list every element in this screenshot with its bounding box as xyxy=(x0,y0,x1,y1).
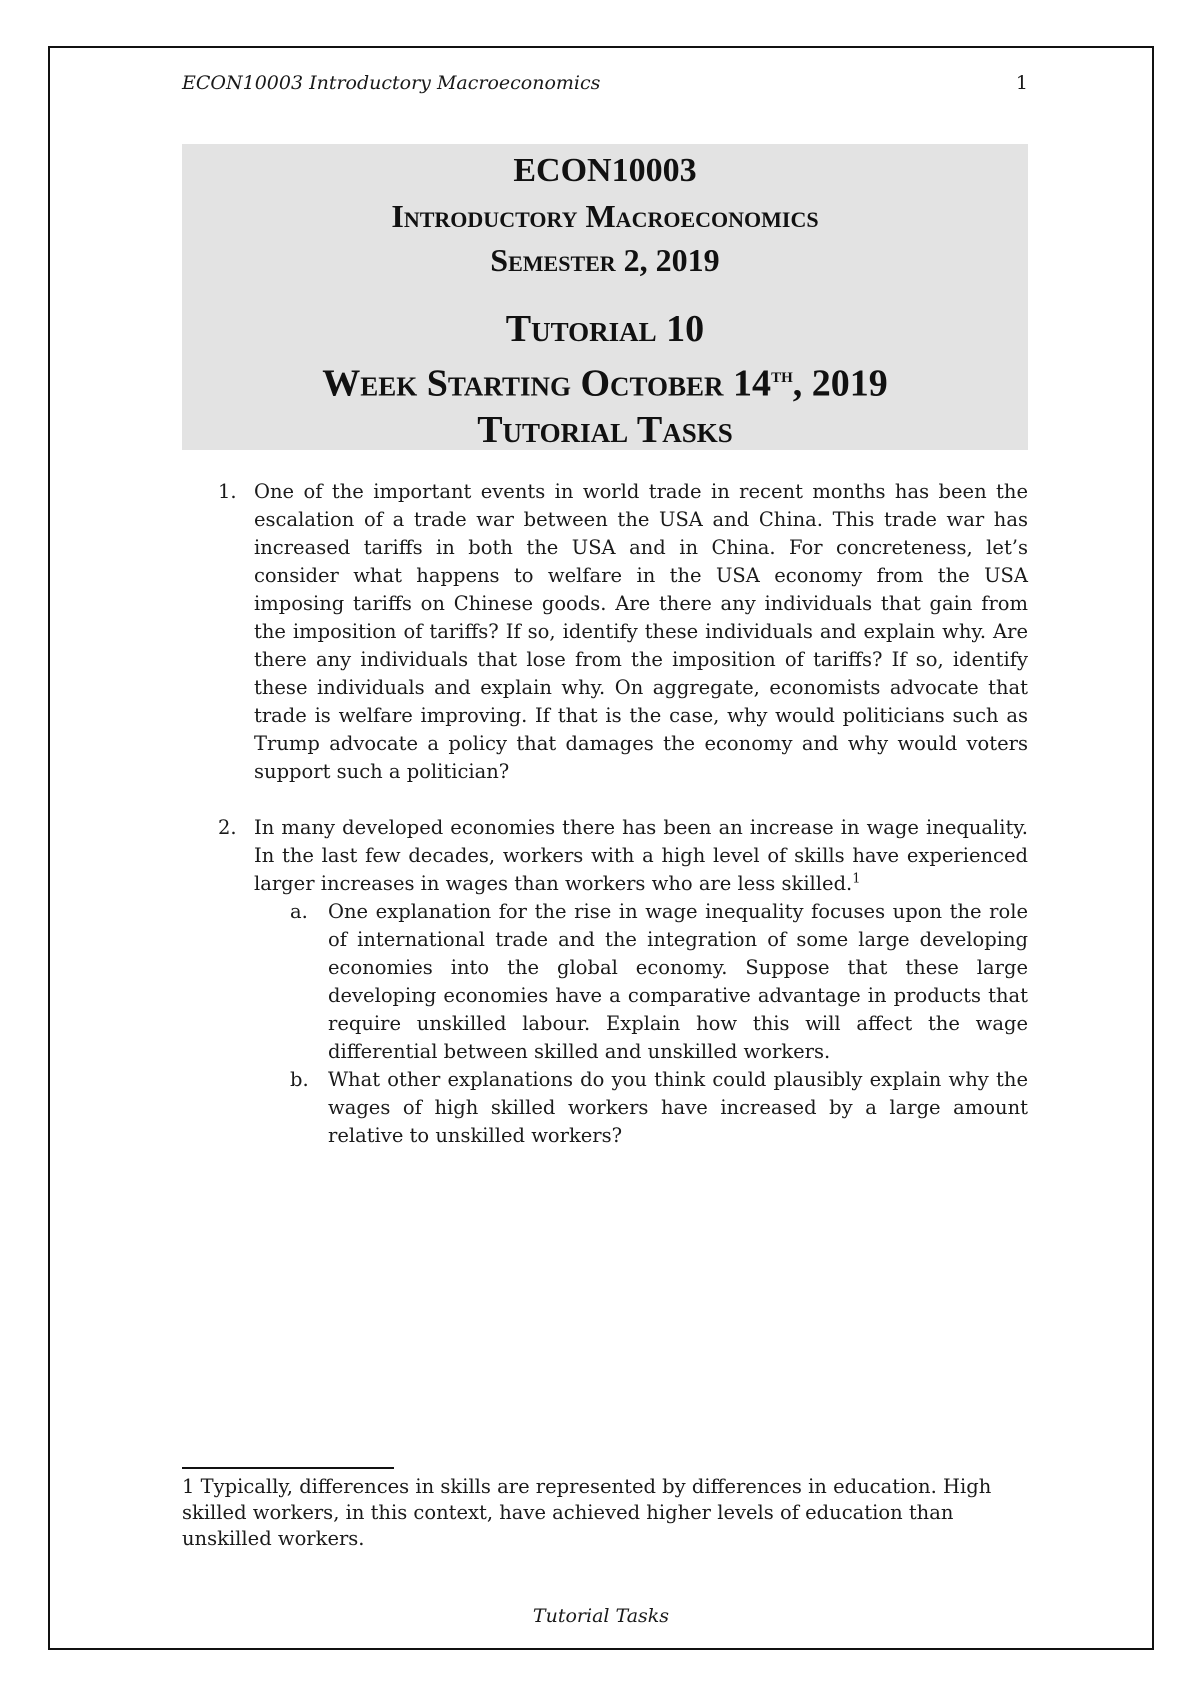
header-page-number: 1 xyxy=(1015,72,1028,94)
sub-question-a xyxy=(290,898,1028,1066)
sub-question-letter: a. xyxy=(290,900,308,923)
question-list xyxy=(182,478,1028,1150)
header-course-title: ECON10003 Introductory Macroeconomics xyxy=(182,72,601,94)
title-tutorial-number: Tutorial 10 xyxy=(505,308,705,350)
question-text: In many developed economies there has been an increase in wage inequality. In the last few decades, workers with a high level of skills have experienced larger increases in wages than workers who are less skilled. xyxy=(254,816,1028,895)
title-week-suffix: , 2019 xyxy=(792,362,888,405)
sub-question-letter: b. xyxy=(290,1068,309,1091)
footnote-reference: 1 xyxy=(852,871,861,887)
question-number: 1. xyxy=(218,480,237,503)
title-course-code: ECON10003 xyxy=(513,152,697,189)
question-text: One of the important events in world trade in recent months has been the escalation of a trade war between the USA and China. This trade war has increased tariffs in both the USA and in China. For concreteness, let’s consider what happens to welfare in the USA economy from the USA imposing tariffs on Chinese goods. Are there any individuals that gain from the imposition of tariffs? If so, identify these individuals and explain why. Are there any individuals that lose from the imposition of tariffs? If so, identify these individuals and explain why. On aggregate, economists advocate that trade is welfare improving. If that is the case, why would politicians such as Trump advocate a policy that damages the economy and why would voters support such a politician? xyxy=(254,480,1028,783)
sub-question-text: One explanation for the rise in wage inequality focuses upon the role of international trade and the integration of some large developing economies into the global economy. Suppose that these large developing economies have a comparative advantage in products that require unskilled labour. Explain how this will affect the wage differential between skilled and unskilled workers. xyxy=(328,900,1028,1063)
title-block xyxy=(182,144,1028,450)
title-week xyxy=(182,352,1028,407)
running-header xyxy=(182,72,1028,94)
question-body xyxy=(254,814,1028,1150)
question-number: 2. xyxy=(218,816,237,839)
running-footer: Tutorial Tasks xyxy=(532,1605,670,1627)
title-week-ordinal: th xyxy=(771,362,793,387)
footnote: 1 Typically, differences in skills are represented by differences in education. High skilled workers, in this context, have achieved higher levels of education than unskilled workers. xyxy=(182,1475,992,1550)
title-tasks: Tutorial Tasks xyxy=(477,408,733,451)
sub-question-b xyxy=(290,1066,1028,1150)
question-intro xyxy=(254,814,1028,898)
title-course-name: Introductory Macroeconomics xyxy=(391,198,819,234)
title-week-prefix: Week Starting October 14 xyxy=(322,362,772,405)
footnote-divider xyxy=(182,1467,394,1469)
question-1 xyxy=(218,478,1028,786)
title-semester: Semester 2, 2019 xyxy=(490,242,720,278)
sub-question-text: What other explanations do you think could plausibly explain why the wages of high skilled workers have increased by a large amount relative to unskilled workers? xyxy=(328,1068,1028,1147)
question-2 xyxy=(218,814,1028,1150)
